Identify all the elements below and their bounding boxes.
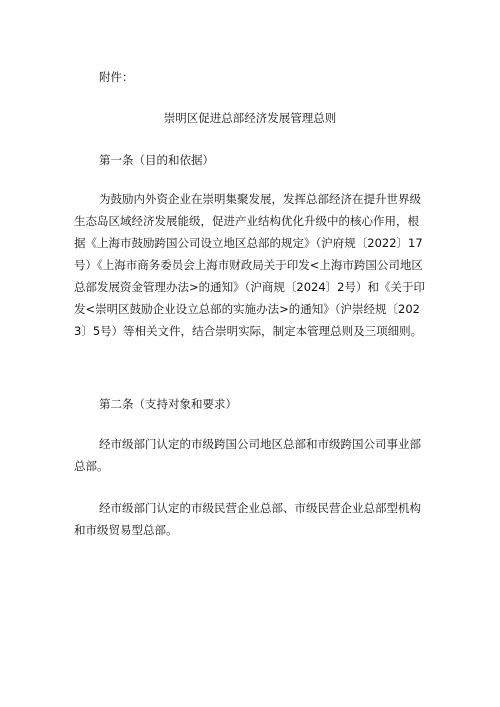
article-2-heading: 第二条（支持对象和要求） — [99, 397, 237, 411]
article-2-paragraph-1: 经市级部门认定的市级跨国公司地区总部和市级跨国公司事业部总部。 — [74, 437, 421, 473]
article-1-heading: 第一条（目的和依据） — [99, 153, 214, 167]
article-1-body: 为鼓励内外资企业在崇明集聚发展，发挥总部经济在提升世界级生态岛区域经济发展能级，促进产业结构优化升级中的核心作用，根据《上海市鼓励跨国公司设立地区总部的规定》（沪府规〔2022〕17号）《上海市商务委员会上海市财政局关于印发<上海市跨国公司地区总部发展资金管理办法>的通知》（沪商规〔2024〕2号）和《关于印发<崇明区鼓励企业设立总部的实施办法>的通知》（沪崇经规〔2023〕5号）等相关文件，结合崇明实际，制定本管理总则及三项细则。 — [74, 192, 425, 338]
attachment-label: 附件： — [99, 70, 134, 84]
document-title: 崇明区促进总部经济发展管理总则 — [163, 111, 337, 125]
article-2-paragraph-2: 经市级部门认定的市级民营企业总部、市级民营企业总部型机构和市级贸易型总部。 — [74, 501, 421, 537]
